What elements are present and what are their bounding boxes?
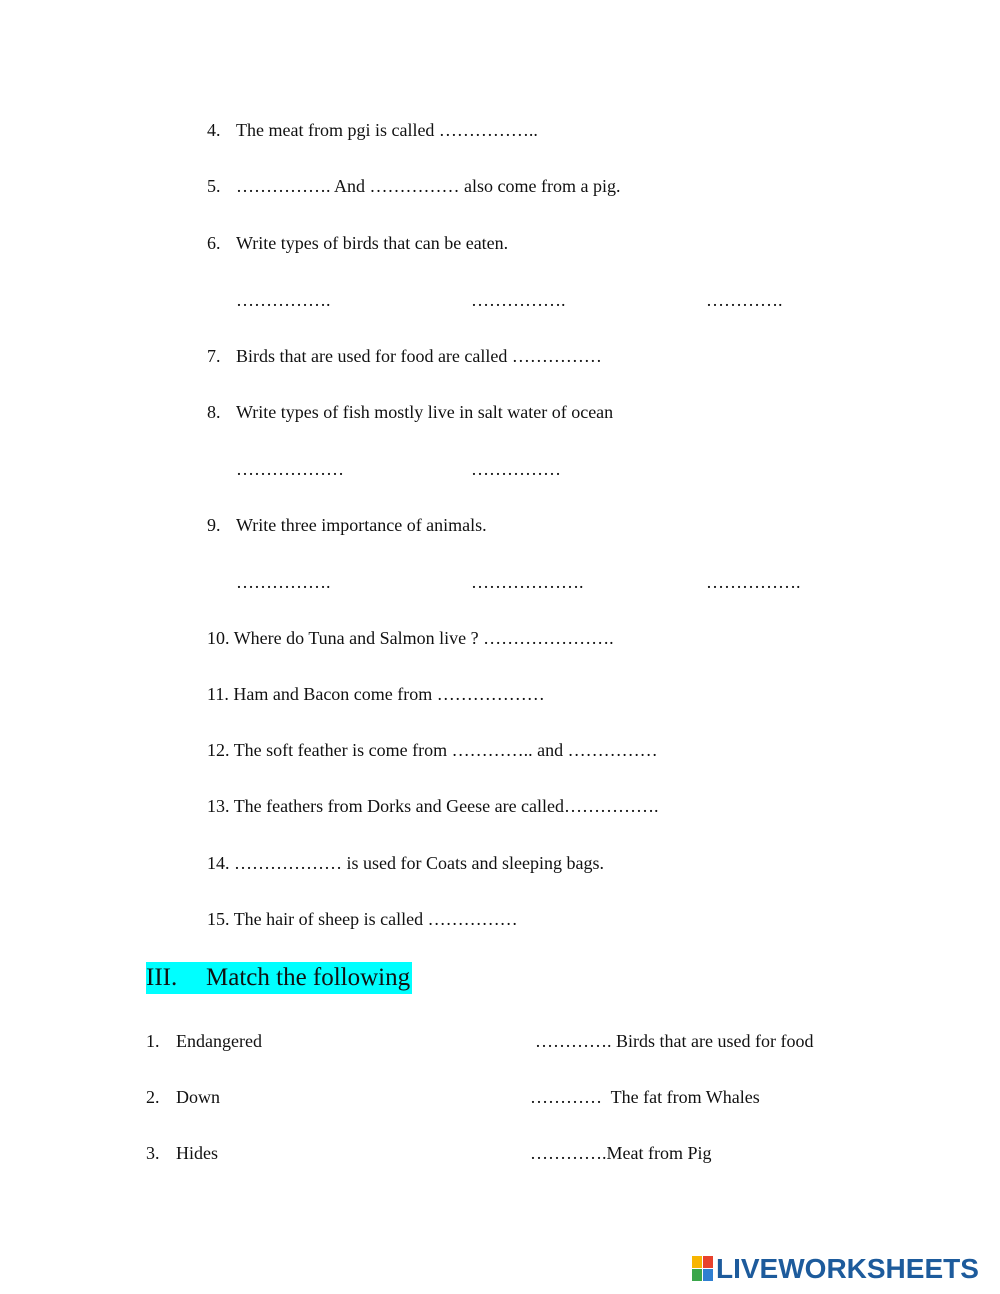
question-number: 6.	[207, 233, 221, 253]
match-term: Down	[176, 1087, 220, 1107]
question-text: ……………. And …………… also come from a pig.	[236, 176, 621, 196]
question-number: 14.	[207, 853, 230, 873]
question-text	[207, 683, 545, 705]
question-text: The meat from pgi is called ……………..	[236, 120, 538, 140]
question-body: Where do Tuna and Salmon live ? ………………….	[233, 628, 614, 648]
question-body: The soft feather is come from ………….. and ……………	[233, 740, 658, 760]
question-number: 4.	[207, 120, 221, 140]
logo-mark-icon	[692, 1256, 714, 1282]
section-number: III.	[146, 964, 178, 991]
match-definition[interactable]: …………. Birds that are used for food	[535, 1031, 814, 1051]
question-text: Write types of birds that can be eaten.	[236, 233, 509, 253]
question-number: 12.	[207, 740, 230, 760]
answer-blank[interactable]: …………….	[706, 572, 801, 592]
logo-text: LIVEWORKSHEETS	[716, 1253, 979, 1284]
question-number: 13.	[207, 796, 230, 816]
question-text: Write three importance of animals.	[236, 515, 487, 535]
question-body: The feathers from Dorks and Geese are called…………….	[233, 796, 659, 816]
answer-blank[interactable]: …………….	[236, 290, 331, 310]
question-text: Write types of fish mostly live in salt water of ocean	[236, 402, 614, 422]
question-text	[207, 795, 659, 817]
question-number: 10.	[207, 628, 230, 648]
question-body: The hair of sheep is called ……………	[233, 909, 518, 929]
match-number: 2.	[146, 1087, 160, 1107]
match-number: 3.	[146, 1143, 160, 1163]
section-heading	[146, 962, 412, 994]
question-number: 5.	[207, 176, 221, 196]
question-text	[207, 739, 658, 761]
match-definition[interactable]: ………… The fat from Whales	[530, 1087, 760, 1107]
answer-blank[interactable]: ……………….	[471, 572, 584, 592]
answer-blank[interactable]: ……………	[471, 459, 561, 479]
liveworksheets-logo	[692, 1254, 992, 1284]
answer-blank[interactable]: ………………	[236, 459, 344, 479]
match-number: 1.	[146, 1031, 160, 1051]
question-text	[207, 627, 614, 649]
question-number: 8.	[207, 402, 221, 422]
question-number: 7.	[207, 346, 221, 366]
question-body: Ham and Bacon come from ………………	[233, 684, 545, 704]
match-term: Hides	[176, 1143, 218, 1163]
match-definition[interactable]: ………….Meat from Pig	[530, 1143, 712, 1163]
question-text	[207, 908, 518, 930]
match-term: Endangered	[176, 1031, 262, 1051]
question-text: Birds that are used for food are called ……………	[236, 346, 602, 366]
question-number: 9.	[207, 515, 221, 535]
question-number: 11.	[207, 684, 229, 704]
question-text	[207, 852, 604, 874]
question-number: 15.	[207, 909, 230, 929]
question-body: ……………… is used for Coats and sleeping bags.	[234, 853, 604, 873]
answer-blank[interactable]: ………….	[706, 290, 783, 310]
answer-blank[interactable]: …………….	[471, 290, 566, 310]
answer-blank[interactable]: …………….	[236, 572, 331, 592]
section-title: Match the following	[206, 964, 411, 991]
